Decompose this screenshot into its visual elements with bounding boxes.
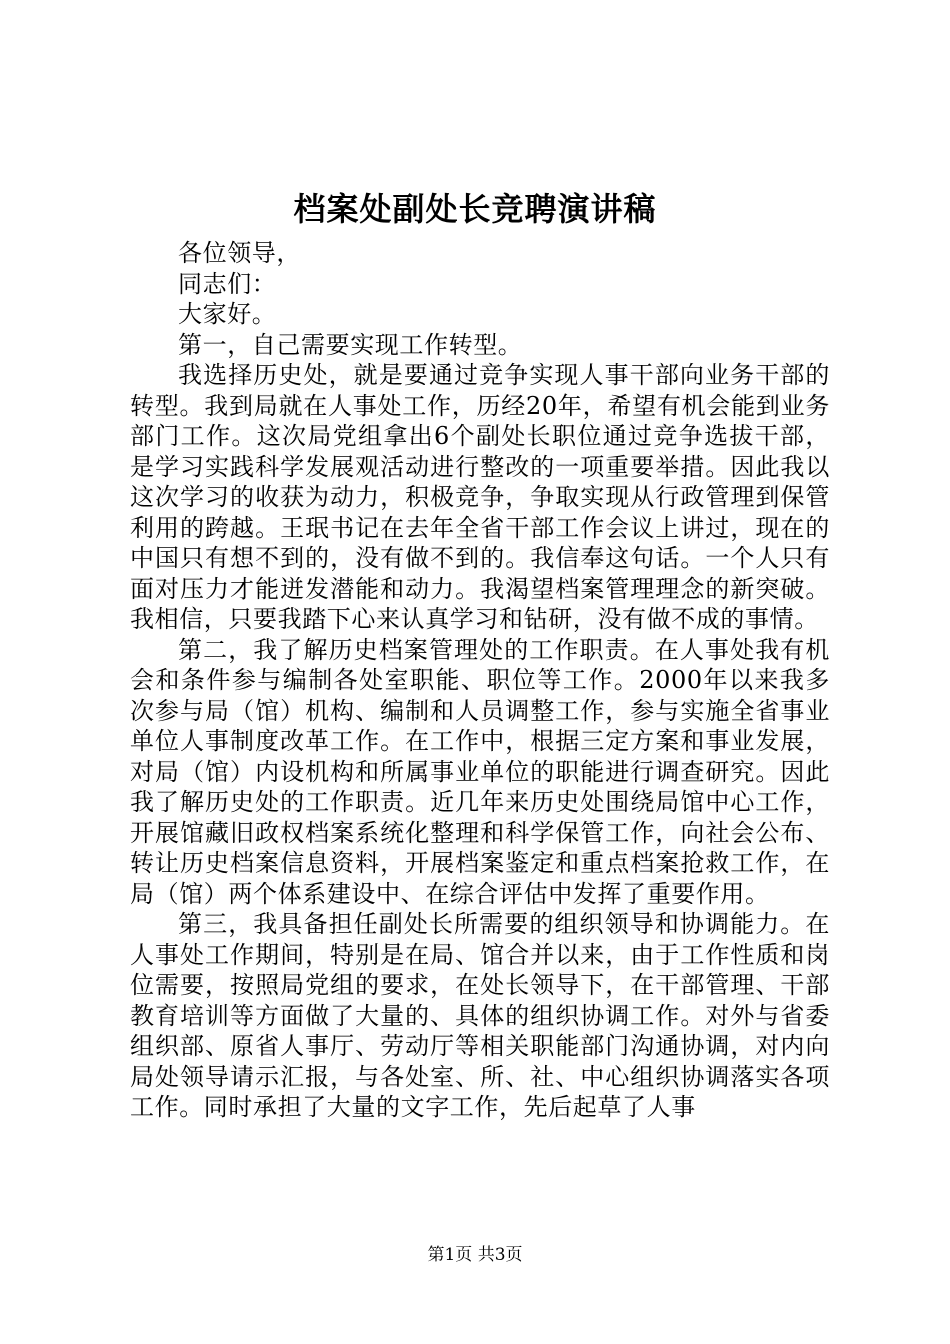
document-title: 档案处副处长竞聘演讲稿 bbox=[293, 190, 657, 228]
paragraph-second: 第二，我了解历史档案管理处的工作职责。在人事处我有机会和条件参与编制各处室职能、职位等工作。2000年以来我多次参与局（馆）机构、编制和人员调整工作，参与实施全省事业单位人事制度改革工作。在工作中，根据三定方案和事业发展，对局（馆）内设机构和所属事业单位的职能进行调查研究。因此我了解历史处的工作职责。近几年来历史处围绕局馆中心工作，开展馆藏旧政权档案系统化整理和科学保管工作，向社会公布、转让历史档案信息资料，开展档案鉴定和重点档案抢救工作，在局（馆）两个体系建设中、在综合评估中发挥了重要作用。 bbox=[130, 635, 830, 908]
greeting: 大家好。 bbox=[178, 300, 277, 328]
page-footer: 第1页 共3页 bbox=[427, 1245, 523, 1265]
paragraph-third: 第三，我具备担任副处长所需要的组织领导和协调能力。在人事处工作期间，特别是在局、馆合并以来，由于工作性质和岗位需要，按照局党组的要求，在处长领导下，在干部管理、干部教育培训等方面做了大量的、具体的组织协调工作。对外与省委组织部、原省人事厅、劳动厅等相关职能部门沟通协调，对内向局处领导请示汇报，与各处室、所、社、中心组织协调落实各项工作。同时承担了大量的文字工作，先后起草了人事 bbox=[130, 910, 830, 1121]
section-heading-first: 第一，自己需要实现工作转型。 bbox=[178, 330, 523, 359]
salutation-comrades: 同志们： bbox=[178, 269, 277, 298]
document-body bbox=[130, 238, 830, 1123]
paragraph-first-detail: 我选择历史处，就是要通过竞争实现人事干部向业务干部的转型。我到局就在人事处工作，历经20年，希望有机会能到业务部门工作。这次局党组拿出6个副处长职位通过竞争选拔干部，是学习实践科学发展观活动进行整改的一项重要举措。因此我以这次学习的收获为动力，积极竞争，争取实现从行政管理到保管利用的跨越。王珉书记在去年全省干部工作会议上讲过，现在的中国只有想不到的，没有做不到的。我信奉这句话。一个人只有面对压力才能迸发潜能和动力。我渴望档案管理理念的新突破。我相信，只要我踏下心来认真学习和钻研，没有做不成的事情。 bbox=[130, 361, 830, 633]
salutation-leaders: 各位领导， bbox=[178, 239, 301, 267]
